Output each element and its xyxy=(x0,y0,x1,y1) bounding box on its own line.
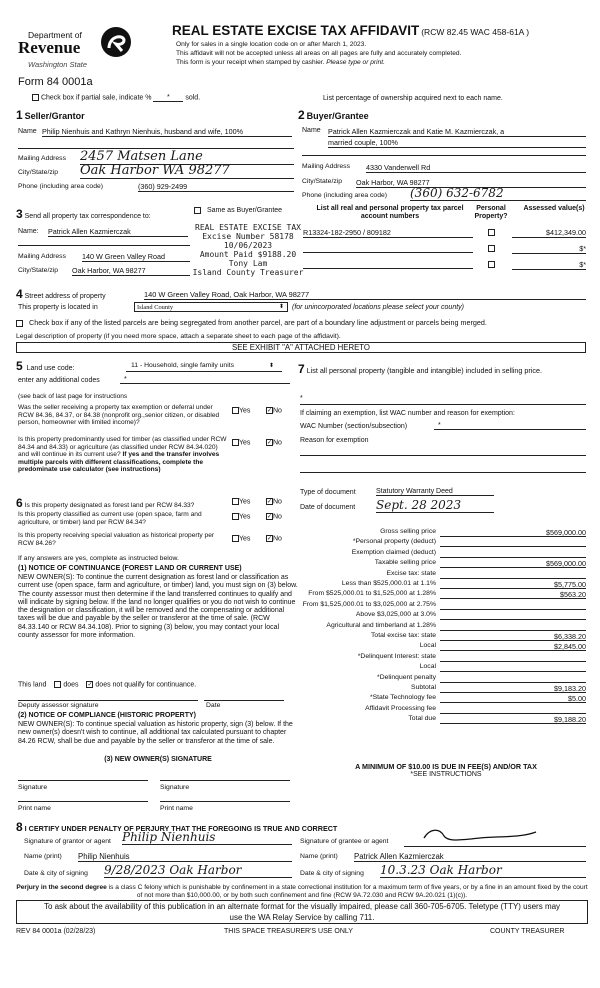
parcel-row-3-number[interactable] xyxy=(303,260,473,269)
grantee-name-label: Name (print) xyxy=(300,853,338,860)
stamp-line-3: 10/06/2023 xyxy=(223,241,273,250)
forest-q3-yes-label: Yes xyxy=(239,535,251,543)
partial-sale-checkbox[interactable] xyxy=(32,94,39,101)
q2-yes-label: Yes xyxy=(239,439,251,447)
minimum-note: A MINIMUM OF $10.00 IS DUE IN FEE(S) AND/OR TAX xyxy=(355,762,537,771)
revenue-logo-icon xyxy=(100,26,132,58)
forest-q3-no-checkbox[interactable]: ✓ xyxy=(267,536,273,542)
grantee-sig-label: Signature of grantee or agent xyxy=(300,838,389,845)
parcel-header-assessed: Assessed value(s) xyxy=(523,205,585,212)
tax-row-value[interactable] xyxy=(440,601,586,610)
property-num: 4 xyxy=(16,287,23,301)
buyer-name-field-2[interactable]: married couple, 100% xyxy=(328,138,586,148)
treasurer-only: THIS SPACE TREASURER'S USE ONLY xyxy=(224,928,353,935)
additional-codes-label: enter any additional codes xyxy=(18,377,100,384)
buyer-phone-label: Phone (including area code) xyxy=(302,192,388,199)
partial-sale-row xyxy=(32,94,200,102)
q1-yes-label: Yes xyxy=(239,407,251,415)
parcel-row-2-personal[interactable] xyxy=(488,245,495,252)
forest-q1-no-checkbox[interactable]: ✓ xyxy=(267,499,273,505)
tax-row-label: Local xyxy=(419,642,436,650)
q2-no xyxy=(266,439,282,446)
buyer-num: 2 xyxy=(298,108,305,122)
q1-yes-checkbox[interactable] xyxy=(232,407,239,414)
alt-format-notice: To ask about the availability of this publication in an alternate format for the visually impaired, please call 360-705-6705. Teletype (TTY) users may use the WA Relay Service by calling 711. xyxy=(16,900,588,924)
forest-num: 6 xyxy=(16,496,23,510)
personal-label: List all personal property (tangible and intangible) included in selling price. xyxy=(306,366,542,375)
doc-type-field[interactable]: Statutory Warranty Deed xyxy=(376,488,494,496)
grantor-name-label: Name (print) xyxy=(24,853,62,860)
tax-row-label: From $1,525,000.01 to $3,025,000 at 2.75% xyxy=(302,600,436,608)
buyer-city-field[interactable]: Oak Harbor, WA 98277 xyxy=(356,178,586,188)
doc-date-label: Date of document xyxy=(300,504,356,511)
land-use-value: 11 - Household, single family units xyxy=(131,362,235,369)
tax-row-value[interactable] xyxy=(440,549,586,558)
buyer-city-label: City/State/zip xyxy=(302,178,343,185)
perjury-text: is a class C felony which is punishable by confinement in a state correctional institution for a maximum term of five years, or by a fine in an amount fixed by the court of not more than $10,000.00, or by both such confinement and fine (RCW 9A.72.030 and RCW 9A.20.021 (1)(c)). xyxy=(106,884,588,899)
same-as-buyer-checkbox[interactable] xyxy=(194,207,201,214)
tax-row-label: *Personal property (deduct) xyxy=(352,538,436,546)
title-text: REAL ESTATE EXCISE TAX AFFIDAVIT xyxy=(172,23,420,38)
q1-no-checkbox[interactable]: ✓ xyxy=(267,408,273,414)
stamp-line-5: Tony Lam xyxy=(228,259,268,268)
parcel-header-list: List all real and personal property tax parcel account numbers xyxy=(316,205,464,220)
q2-text xyxy=(18,436,230,474)
form-number: Form 84 0001a xyxy=(18,76,93,88)
doc-type-label: Type of document xyxy=(300,489,356,496)
street-label: Street address of property xyxy=(24,293,106,300)
county-note: (for unincorporated locations please select your county) xyxy=(292,304,464,311)
same-as-buyer xyxy=(194,207,282,214)
land-does-label: does xyxy=(63,681,79,689)
notice-2-title: (2) NOTICE OF COMPLIANCE (HISTORIC PROPERTY) xyxy=(18,712,196,719)
tax-row-value[interactable] xyxy=(440,622,586,631)
wa-state-text: Washington State xyxy=(28,60,88,69)
forest-q3-text: Is this property receiving special valuation as historical property per RCW 84.26? xyxy=(18,532,215,547)
forest-q1-row xyxy=(16,496,230,510)
seller-mailing-field[interactable]: 2457 Matsen Lane xyxy=(80,149,294,165)
buyer-mailing-label: Mailing Address xyxy=(302,163,350,170)
partial-sale-label: Check box if partial sale, indicate % xyxy=(40,94,152,102)
tax-corr-num: 3 xyxy=(16,207,23,221)
buyer-heading xyxy=(298,108,369,122)
located-label: This property is located in xyxy=(18,304,98,311)
tax-row-value[interactable] xyxy=(440,570,586,579)
wac-field[interactable]: * xyxy=(434,422,586,430)
note-2: This affidavit will not be accepted unless all areas on all pages are fully and accurately completed. xyxy=(176,50,462,57)
parcel-row-1-personal[interactable] xyxy=(488,229,495,236)
grantee-date-field[interactable]: 10.3.23 Oak Harbor xyxy=(380,863,586,878)
forest-q3-yes-checkbox[interactable] xyxy=(232,535,239,542)
seller-mailing-label: Mailing Address xyxy=(18,155,66,162)
tax-row-label: Exemption claimed (deduct) xyxy=(351,548,436,556)
rcw-text: (RCW 82.45 WAC 458-61A ) xyxy=(421,27,530,37)
q1-no xyxy=(266,407,282,414)
grantor-sig-label: Signature of grantor or agent xyxy=(24,838,111,845)
segregated-checkbox[interactable] xyxy=(16,320,23,327)
tax-row-value[interactable] xyxy=(440,611,586,620)
tax-row-label: *State Technology fee xyxy=(369,694,436,702)
forest-if-yes: If any answers are yes, complete as instructed below. xyxy=(18,555,179,562)
tax-row-label: Excise tax: state xyxy=(386,569,436,577)
q2-yes-checkbox[interactable] xyxy=(232,439,239,446)
perjury-bold: Perjury in the second degree xyxy=(16,884,107,891)
personal-value[interactable]: * xyxy=(300,395,303,402)
perjury-notice xyxy=(16,884,588,900)
grantee-name-field[interactable]: Patrick Allen Kazmierczak xyxy=(354,852,586,862)
legal-description-box[interactable]: SEE EXHIBIT "A" ATTACHED HERETO xyxy=(16,342,586,353)
tax-row-value[interactable]: $5,775.00 xyxy=(440,580,586,589)
owner-print-1-label: Print name xyxy=(18,805,51,812)
tax-row-label: From $525,000.01 to $1,525,000 at 1.28% xyxy=(308,590,436,598)
see-back-note: (see back of last page for instructions xyxy=(18,393,128,400)
tax-row-label: Above $3,025,000 at 3.0% xyxy=(355,611,436,619)
tax-row-label: Subtotal xyxy=(411,684,436,691)
tax-corr-mailing-label: Mailing Address xyxy=(18,253,66,260)
owner-sig-1-label: Signature xyxy=(18,784,48,791)
forest-q1-no xyxy=(266,498,282,505)
personal-num: 7 xyxy=(298,362,305,376)
q2-no-label: No xyxy=(273,439,282,447)
land-use-row xyxy=(16,359,75,373)
grantor-date-field[interactable]: 9/28/2023 Oak Harbor xyxy=(104,863,292,878)
buyer-name-label: Name xyxy=(302,127,321,134)
certify-num: 8 xyxy=(16,820,23,834)
land-use-num: 5 xyxy=(16,359,23,373)
grantee-date-label: Date & city of signing xyxy=(300,870,364,877)
stamp-line-1: REAL ESTATE EXCISE TAX xyxy=(195,223,301,232)
tax-row-label: Agricultural and timberland at 1.28% xyxy=(326,621,436,629)
forest-q1-yes xyxy=(232,498,250,505)
forest-q3-no xyxy=(266,535,282,542)
grantor-signature[interactable]: Philip Nienhuis xyxy=(122,830,292,845)
exemption-label: If claiming an exemption, list WAC number and reason for exemption: xyxy=(300,410,515,417)
notice-1-title: (1) NOTICE OF CONTINUANCE (FOREST LAND OR CURRENT USE) xyxy=(18,565,242,572)
tax-corr-heading xyxy=(16,207,151,221)
grantor-date-label: Date & city of signing xyxy=(24,870,88,877)
forest-q2-yes-checkbox[interactable] xyxy=(232,513,239,520)
land-does-row xyxy=(18,681,196,688)
county-select[interactable] xyxy=(134,302,288,312)
q2-text-b: If yes and the transfer involves multiple parcels with different classifications, complete the predominate use calculator (see instructions) xyxy=(18,451,220,474)
seller-name-label: Name xyxy=(18,128,37,135)
street-field[interactable]: 140 W Green Valley Road, Oak Harbor, WA 98277 xyxy=(144,290,586,300)
forest-q1-no-label: No xyxy=(273,498,282,506)
tax-row-label: *Delinquent Interest: state xyxy=(357,652,436,660)
tax-row-value[interactable] xyxy=(440,663,586,672)
land-does-prefix: This land xyxy=(18,681,47,689)
note-3-text: This form is your receipt when stamped by cashier. xyxy=(176,59,325,66)
tax-row-label: Affidavit Processing fee xyxy=(365,704,436,712)
deputy-date-label: Date xyxy=(206,702,221,709)
tax-row-label: Gross selling price xyxy=(380,528,436,535)
rev-number: REV 84 0001a (02/28/23) xyxy=(16,928,96,935)
tax-row-value[interactable]: $9,183.20 xyxy=(440,684,586,693)
partial-sale-suffix: sold. xyxy=(185,94,201,102)
q1-text: Was the seller receiving a property tax exemption or deferral under RCW 84.36, 84.37, or 84.38 (nonprofit org.,senior citizen, or disabled person, homeowner with limited income)? xyxy=(18,404,220,427)
tax-row-value[interactable] xyxy=(440,674,586,683)
parcel-header-personal: Personal Property? xyxy=(474,205,508,220)
seller-phone-field[interactable]: (360) 929-2499 xyxy=(138,182,294,192)
tax-row-value[interactable] xyxy=(440,705,586,714)
q1-no-label: No xyxy=(273,407,282,415)
partial-sale-value[interactable]: * xyxy=(153,94,183,102)
street-row xyxy=(16,287,106,301)
buyer-name-field-1[interactable]: Patrick Allen Kazmierczak and Katie M. Kazmierczak, a xyxy=(328,127,586,137)
land-use-label: Land use code: xyxy=(26,365,75,372)
parcel-row-3-value[interactable]: $* xyxy=(512,260,586,270)
reason-label: Reason for exemption xyxy=(300,437,369,444)
notice-2-text: NEW OWNER(S): To continue special valuation as historic property, sign (3) below. If the new owner(s) doesn't wish to continue, all additional tax calculated pursuant to chapter 84.26 RCW, shall be due and payable by the seller or transferor at the time of sale. xyxy=(18,721,293,745)
new-owner-sig-title: (3) NEW OWNER(S) SIGNATURE xyxy=(104,756,212,763)
grantor-name-field[interactable]: Philip Nienhuis xyxy=(78,852,292,862)
tax-row-label: Local xyxy=(419,663,436,671)
seller-phone-label: Phone (including area code) xyxy=(18,183,104,190)
land-does-not-checkbox[interactable]: ✓ xyxy=(87,682,93,688)
tax-row-value[interactable]: $9,188.20 xyxy=(440,715,586,724)
tax-row-value[interactable] xyxy=(440,653,586,662)
list-pct-note: List percentage of ownership acquired next to each name. xyxy=(323,95,503,102)
same-as-buyer-label: Same as Buyer/Grantee xyxy=(206,207,283,215)
parcel-row-3-personal[interactable] xyxy=(488,261,495,268)
q1-yes xyxy=(232,407,250,414)
tax-row-value[interactable] xyxy=(440,538,586,547)
tax-corr-name-label: Name: xyxy=(18,228,39,235)
land-use-select[interactable] xyxy=(126,362,282,372)
forest-q2-text: Is this property classified as current use (open space, farm and agriculture, or timber) land per RCW 84.34? xyxy=(18,511,202,526)
chevron-down-icon: ⬍ xyxy=(268,363,274,369)
seller-heading xyxy=(16,108,85,122)
parcel-row-1-number[interactable]: R13324-182-2950 / 809182 xyxy=(303,228,473,238)
tax-corr-name-field[interactable]: Patrick Allen Kazmierczak xyxy=(48,227,188,237)
tax-corr-city-field[interactable]: Oak Harbor, WA 98277 xyxy=(72,266,190,276)
county-treasurer: COUNTY TREASURER xyxy=(490,928,565,935)
stamp-line-4: Amount Paid $9188.20 xyxy=(199,250,297,259)
note-3 xyxy=(176,59,385,66)
tax-row-label: Total excise tax: state xyxy=(371,632,436,639)
seller-city-label: City/State/zip xyxy=(18,169,59,176)
see-instructions: *SEE INSTRUCTIONS xyxy=(410,771,482,778)
buyer-heading-text: Buyer/Grantee xyxy=(306,111,369,121)
buyer-phone-field[interactable]: (360) 632-6782 xyxy=(410,186,586,201)
note-1: Only for sales in a single location code on or after March 1, 2023. xyxy=(176,41,367,48)
form-title xyxy=(172,23,529,38)
personal-property-row xyxy=(298,362,586,376)
tax-corr-mailing-field[interactable]: 140 W Green Valley Road xyxy=(82,252,190,262)
segregated-label: Check box if any of the listed parcels are being segregated from another parcel, are part of a boundary line adjustment or parcels being merged. xyxy=(29,318,487,327)
tax-row-value[interactable]: $6,338.20 xyxy=(440,632,586,641)
seller-city-field[interactable]: Oak Harbor WA 98277 xyxy=(80,163,294,179)
tax-row-label: Less than $525,000.01 at 1.1% xyxy=(341,580,436,587)
tax-row-value[interactable]: $569,000.00 xyxy=(440,528,586,537)
deputy-sig-label: Deputy assessor signature xyxy=(18,702,99,709)
land-does-not-label: does not qualify for continuance. xyxy=(95,681,197,689)
additional-codes-field[interactable]: * xyxy=(120,376,290,384)
q2-no-checkbox[interactable]: ✓ xyxy=(267,440,273,446)
notice-1-text: NEW OWNER(S): To continue the current designation as forest land or classification as current use (open space, farm and agriculture, or timber) land, you must sign on (3) below. The county assessor must then determine if the land transferred continues to qualify and will indicate by signing below. If the land no longer qualifies or you do not wish to continue the designation or classification, it will be removed and the compensating or additional taxes will be due and payable by the seller or transferor at the time of sale. (RCW 84.33.140 or RCW 84.34.108). Prior to signing (3) below, you may contact your local county assessor for more information. xyxy=(18,574,298,640)
parcel-row-1-value[interactable]: $412,349.00 xyxy=(512,228,586,238)
revenue-text: Revenue xyxy=(18,38,81,57)
q2-text-a: Is this property predominantly used for timber (as classified under RCW 84.34 and 84.33) or agriculture (as classified under RCW 84.34.020) and will continue in its current use? xyxy=(18,436,227,459)
forest-q2-yes xyxy=(232,513,250,520)
legal-label: Legal description of property (if you need more space, attach a separate sheet to each page of the affidavit). xyxy=(16,333,341,340)
dept-of-text: Department of xyxy=(28,30,82,40)
tax-row-value[interactable]: $5.00 xyxy=(440,694,586,703)
seller-heading-text: Seller/Grantor xyxy=(24,111,85,121)
tax-row-label: Total due xyxy=(408,715,436,723)
doc-date-field[interactable]: Sept. 28 2023 xyxy=(376,498,494,513)
tax-row-value[interactable]: $563.20 xyxy=(440,590,586,599)
chevron-down-icon: ⬍ xyxy=(278,304,284,310)
county-value: Island County xyxy=(137,304,174,311)
owner-sig-2-label: Signature xyxy=(160,784,190,791)
forest-q2-no xyxy=(266,513,282,520)
forest-q1-text: Is this property designated as forest land per RCW 84.33? xyxy=(24,502,195,509)
grantee-signature-mark[interactable] xyxy=(420,826,540,846)
forest-q3-yes xyxy=(232,535,250,542)
forest-q1-yes-checkbox[interactable] xyxy=(232,498,239,505)
q2-yes xyxy=(232,439,250,446)
logo xyxy=(18,20,138,72)
treasurer-stamp xyxy=(192,223,304,277)
stamp-line-6: Island County Treasurer xyxy=(192,268,304,277)
seller-name-field[interactable]: Philip Nienhuis and Kathryn Nienhuis, husband and wife, 100% xyxy=(42,127,292,137)
land-does-checkbox[interactable] xyxy=(54,681,61,688)
tax-corr-label: Send all property tax correspondence to: xyxy=(24,213,151,220)
tax-row-value[interactable]: $2,845.00 xyxy=(440,642,586,651)
segregated-row xyxy=(16,318,487,327)
seller-num: 1 xyxy=(16,108,23,122)
certify-text: I CERTIFY UNDER PENALTY OF PERJURY THAT THE FOREGOING IS TRUE AND CORRECT xyxy=(24,824,338,833)
note-3b-text: Please type or print. xyxy=(326,59,385,66)
forest-q2-no-label: No xyxy=(273,513,282,521)
wac-label: WAC Number (section/subsection) xyxy=(300,423,408,430)
forest-q1-yes-label: Yes xyxy=(239,498,251,506)
forest-q2-no-checkbox[interactable]: ✓ xyxy=(267,514,273,520)
tax-corr-city-label: City/State/zip xyxy=(18,267,59,274)
forest-q3-no-label: No xyxy=(273,535,282,543)
tax-row-label: Taxable selling price xyxy=(374,559,436,567)
buyer-mailing-field[interactable]: 4330 Vanderwell Rd xyxy=(366,163,586,173)
parcel-row-2-value[interactable]: $* xyxy=(512,244,586,254)
tax-row-label: *Delinquent penalty xyxy=(377,673,436,681)
stamp-line-2: Excise Number 58178 xyxy=(202,232,294,241)
forest-q2-yes-label: Yes xyxy=(239,513,251,521)
owner-print-2-label: Print name xyxy=(160,805,193,812)
parcel-row-2-number[interactable] xyxy=(303,244,473,253)
tax-row-value[interactable]: $569,000.00 xyxy=(440,559,586,568)
